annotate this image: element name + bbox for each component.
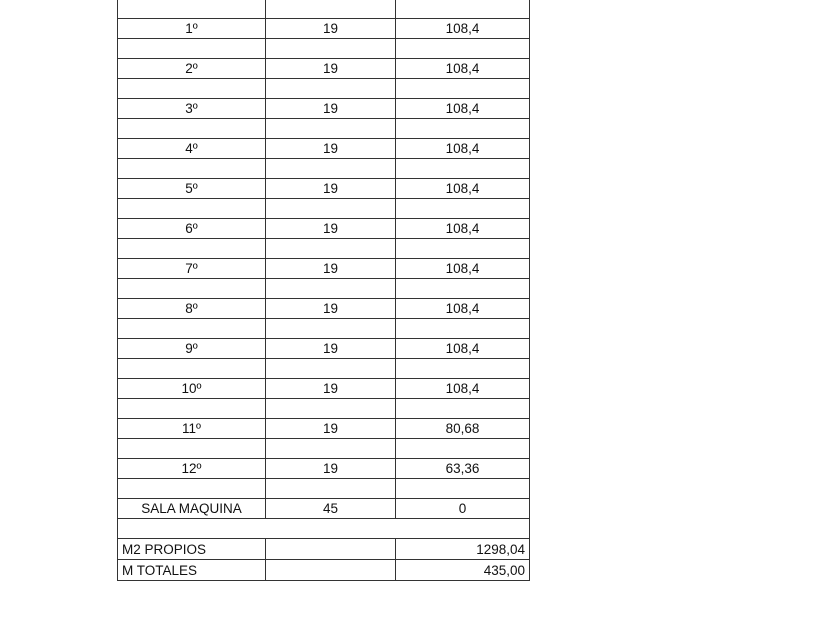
empty-cell bbox=[396, 199, 530, 219]
units-cell: 19 bbox=[266, 99, 396, 119]
table-row-total bbox=[118, 560, 530, 581]
empty-cell bbox=[118, 39, 266, 59]
area-cell: 80,68 bbox=[396, 419, 530, 439]
area-cell: 108,4 bbox=[396, 179, 530, 199]
table-row-floor bbox=[118, 179, 530, 199]
floor-label-cell: SALA MAQUINA bbox=[118, 499, 266, 519]
table-row-spacer bbox=[118, 399, 530, 419]
area-cell: 108,4 bbox=[396, 299, 530, 319]
empty-cell bbox=[396, 39, 530, 59]
table-row-floor bbox=[118, 339, 530, 359]
empty-cell bbox=[266, 319, 396, 339]
floor-label-cell: 11º bbox=[118, 419, 266, 439]
area-cell: 108,4 bbox=[396, 219, 530, 239]
table-row-spacer bbox=[118, 79, 530, 99]
table-row-spacer bbox=[118, 359, 530, 379]
empty-cell bbox=[396, 439, 530, 459]
table-row-floor bbox=[118, 299, 530, 319]
empty-cell bbox=[396, 479, 530, 499]
units-cell: 19 bbox=[266, 259, 396, 279]
floor-label-cell: 10º bbox=[118, 379, 266, 399]
table-row-floor bbox=[118, 259, 530, 279]
table-row-floor bbox=[118, 59, 530, 79]
table-row-spacer bbox=[118, 319, 530, 339]
empty-cell bbox=[266, 560, 396, 581]
total-value-cell: 1298,04 bbox=[396, 539, 530, 560]
empty-cell bbox=[118, 399, 266, 419]
empty-cell bbox=[118, 519, 530, 539]
table-row-machine-room bbox=[118, 499, 530, 519]
units-cell: 19 bbox=[266, 379, 396, 399]
table-row-spacer bbox=[118, 279, 530, 299]
area-cell: 108,4 bbox=[396, 259, 530, 279]
area-cell: 108,4 bbox=[396, 19, 530, 39]
units-cell: 45 bbox=[266, 499, 396, 519]
empty-cell bbox=[396, 279, 530, 299]
empty-cell bbox=[266, 79, 396, 99]
empty-cell bbox=[118, 279, 266, 299]
empty-cell bbox=[118, 439, 266, 459]
empty-cell bbox=[118, 159, 266, 179]
table-row-floor bbox=[118, 19, 530, 39]
empty-cell bbox=[118, 79, 266, 99]
units-cell: 19 bbox=[266, 139, 396, 159]
table-row-spacer bbox=[118, 39, 530, 59]
empty-cell bbox=[118, 239, 266, 259]
empty-cell bbox=[396, 359, 530, 379]
area-cell: 63,36 bbox=[396, 459, 530, 479]
empty-cell bbox=[396, 0, 530, 19]
units-cell: 19 bbox=[266, 59, 396, 79]
table-row-spacer bbox=[118, 159, 530, 179]
empty-cell bbox=[396, 159, 530, 179]
table-row-spacer bbox=[118, 199, 530, 219]
floor-label-cell: 1º bbox=[118, 19, 266, 39]
empty-cell bbox=[266, 0, 396, 19]
area-cell: 108,4 bbox=[396, 59, 530, 79]
table-row-floor bbox=[118, 379, 530, 399]
empty-cell bbox=[396, 319, 530, 339]
floor-area-table-body bbox=[118, 0, 530, 581]
table-row-spacer bbox=[118, 479, 530, 499]
area-cell: 0 bbox=[396, 499, 530, 519]
units-cell: 19 bbox=[266, 219, 396, 239]
floor-label-cell: 6º bbox=[118, 219, 266, 239]
empty-cell bbox=[266, 39, 396, 59]
units-cell: 19 bbox=[266, 419, 396, 439]
empty-cell bbox=[396, 399, 530, 419]
table-row-gap bbox=[118, 519, 530, 539]
table-row-floor bbox=[118, 219, 530, 239]
table-row-floor bbox=[118, 139, 530, 159]
floor-area-table bbox=[117, 0, 530, 581]
floor-label-cell: 3º bbox=[118, 99, 266, 119]
empty-cell bbox=[396, 119, 530, 139]
empty-cell bbox=[266, 439, 396, 459]
table-row-total bbox=[118, 539, 530, 560]
empty-cell bbox=[266, 359, 396, 379]
floor-label-cell: 5º bbox=[118, 179, 266, 199]
empty-cell bbox=[118, 119, 266, 139]
empty-cell bbox=[266, 119, 396, 139]
empty-cell bbox=[118, 0, 266, 19]
empty-cell bbox=[266, 279, 396, 299]
units-cell: 19 bbox=[266, 19, 396, 39]
table-row-floor bbox=[118, 419, 530, 439]
empty-cell bbox=[118, 479, 266, 499]
table-row-floor bbox=[118, 99, 530, 119]
area-cell: 108,4 bbox=[396, 379, 530, 399]
empty-cell bbox=[118, 199, 266, 219]
empty-cell bbox=[266, 239, 396, 259]
empty-cell bbox=[266, 399, 396, 419]
table-row-top-spacer bbox=[118, 0, 530, 19]
total-label-cell: M TOTALES bbox=[118, 560, 266, 581]
empty-cell bbox=[396, 79, 530, 99]
table-row-spacer bbox=[118, 119, 530, 139]
table-row-floor bbox=[118, 459, 530, 479]
area-cell: 108,4 bbox=[396, 139, 530, 159]
floor-label-cell: 12º bbox=[118, 459, 266, 479]
floor-label-cell: 8º bbox=[118, 299, 266, 319]
table-row-spacer bbox=[118, 239, 530, 259]
total-value-cell: 435,00 bbox=[396, 560, 530, 581]
table-row-spacer bbox=[118, 439, 530, 459]
empty-cell bbox=[266, 479, 396, 499]
empty-cell bbox=[118, 359, 266, 379]
floor-label-cell: 2º bbox=[118, 59, 266, 79]
units-cell: 19 bbox=[266, 299, 396, 319]
total-label-cell: M2 PROPIOS bbox=[118, 539, 266, 560]
floor-label-cell: 7º bbox=[118, 259, 266, 279]
units-cell: 19 bbox=[266, 339, 396, 359]
empty-cell bbox=[266, 539, 396, 560]
units-cell: 19 bbox=[266, 179, 396, 199]
area-cell: 108,4 bbox=[396, 99, 530, 119]
empty-cell bbox=[396, 239, 530, 259]
empty-cell bbox=[266, 159, 396, 179]
empty-cell bbox=[118, 319, 266, 339]
units-cell: 19 bbox=[266, 459, 396, 479]
empty-cell bbox=[266, 199, 396, 219]
floor-label-cell: 9º bbox=[118, 339, 266, 359]
floor-label-cell: 4º bbox=[118, 139, 266, 159]
area-cell: 108,4 bbox=[396, 339, 530, 359]
